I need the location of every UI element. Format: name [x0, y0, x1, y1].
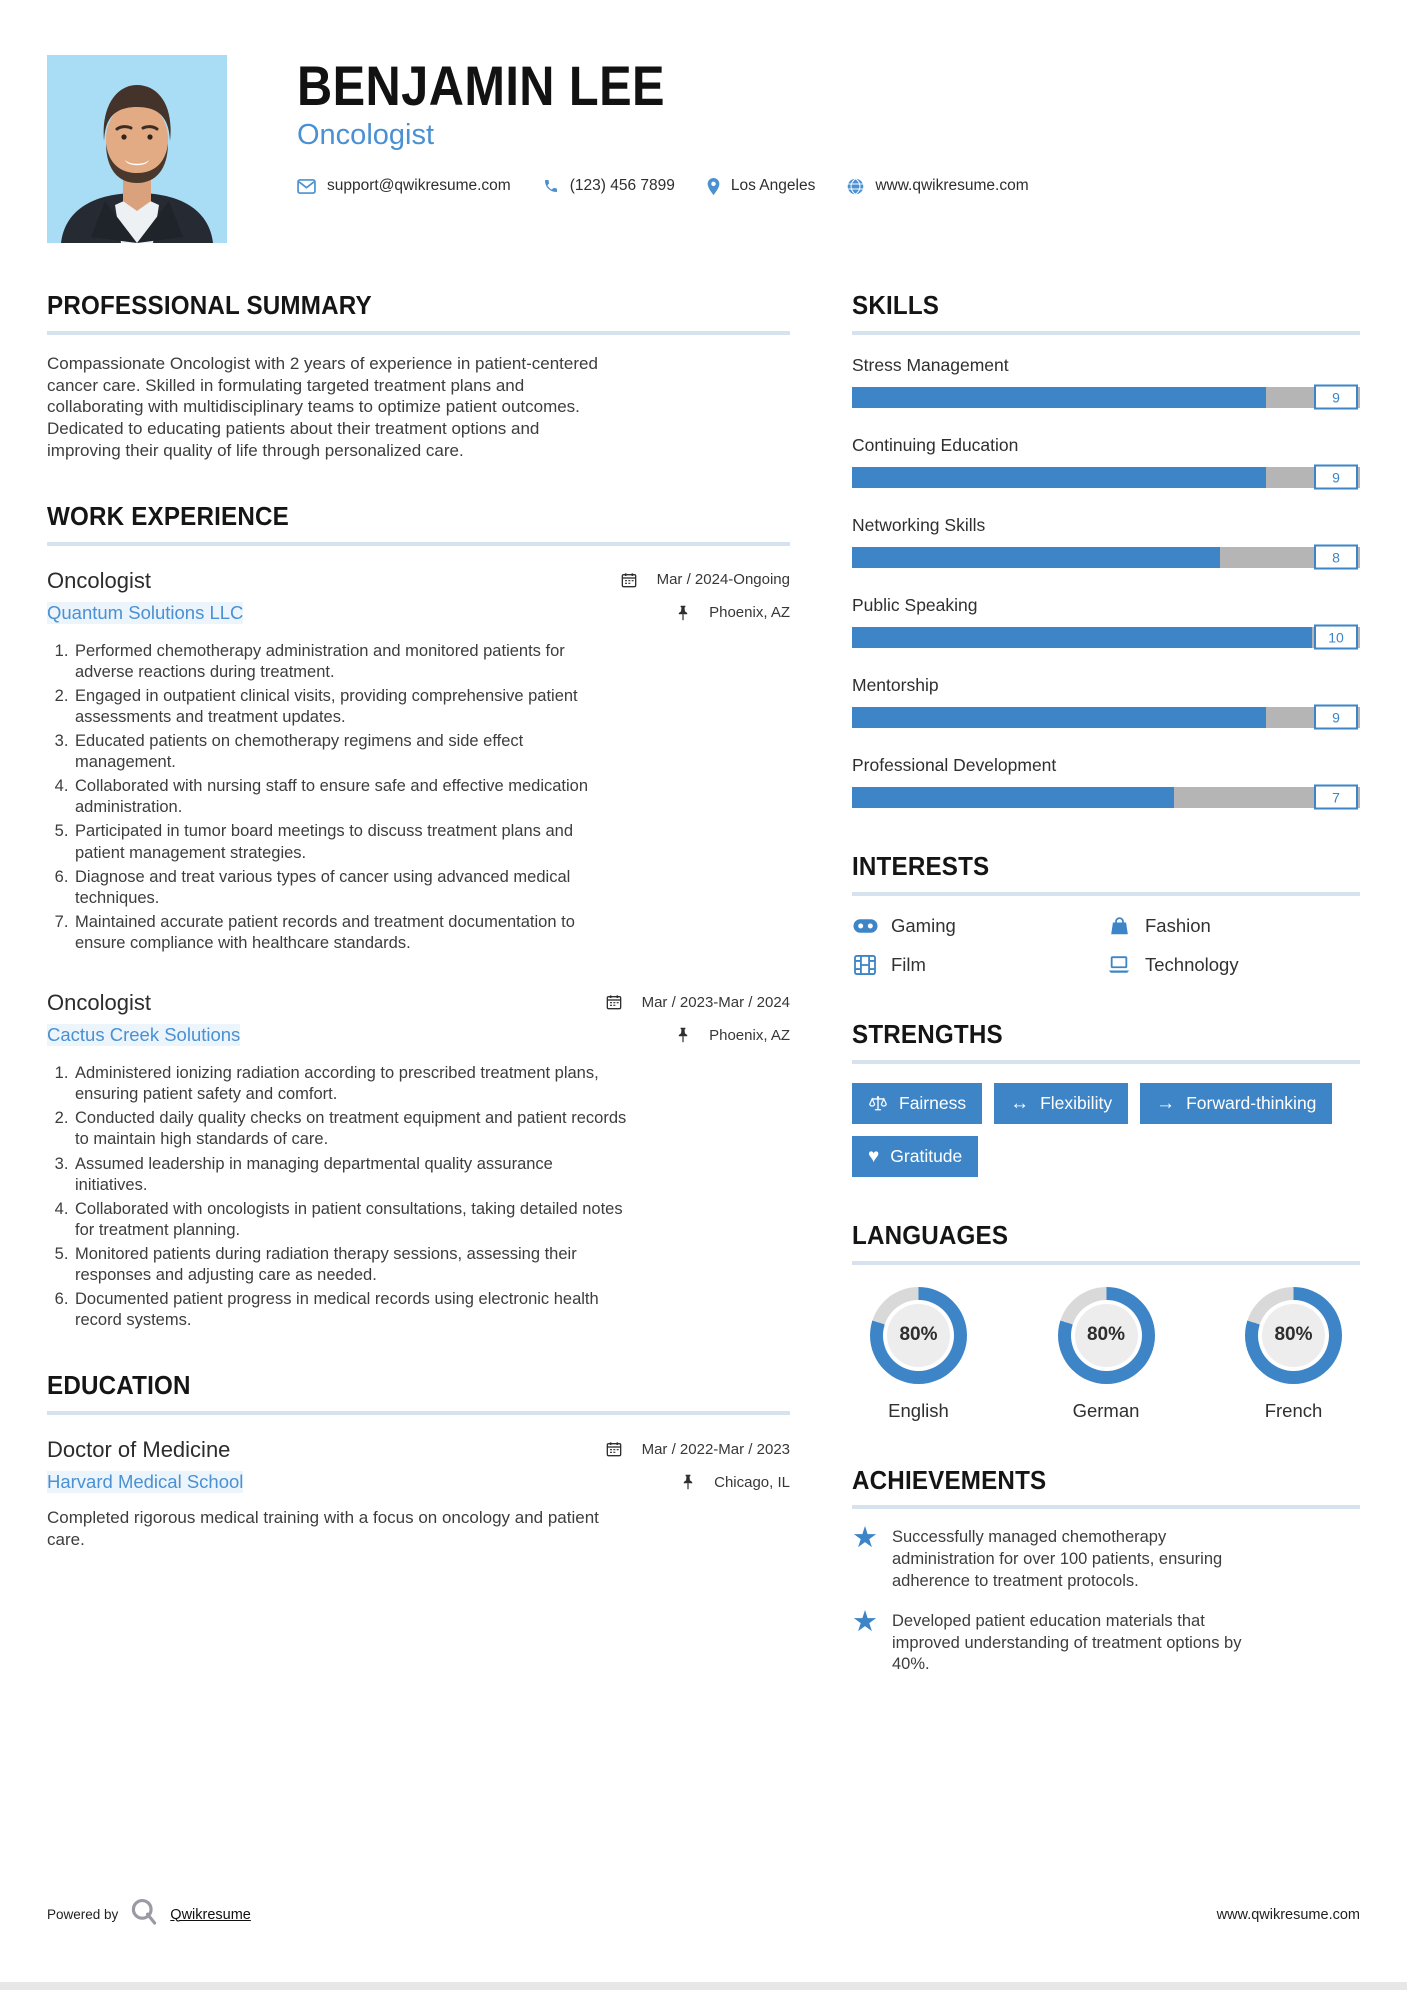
contact-email[interactable]	[297, 177, 511, 195]
portrait-illustration	[47, 55, 227, 243]
bullet-item: 5. Monitored patients during radiation therapy sessions, assessing their responses and adjusting care as needed.	[73, 1244, 627, 1286]
education-location	[682, 1474, 790, 1491]
bullet-item: 2. Conducted daily quality checks on treatment equipment and patient records to maintain high standards of care.	[73, 1108, 627, 1150]
pushpin-icon	[677, 1027, 689, 1043]
job-title: Oncologist	[47, 990, 151, 1016]
candidate-name: BENJAMIN LEE	[297, 54, 665, 117]
page-bottom-edge	[0, 1982, 1407, 1990]
bullet-item: 4. Collaborated with nursing staff to ensure safe and effective medication administration.	[73, 776, 627, 818]
skill-bar-fill	[852, 627, 1312, 648]
section-summary	[47, 291, 790, 462]
job-location-text: Phoenix, AZ	[709, 604, 790, 622]
skill-row	[852, 515, 1360, 568]
section-rule	[852, 1505, 1360, 1509]
language-item	[1058, 1287, 1155, 1422]
skill-bar-fill	[852, 387, 1266, 408]
section-rule	[852, 331, 1360, 335]
section-rule	[852, 1261, 1360, 1265]
job-dates	[606, 994, 790, 1011]
strength-badge	[1140, 1083, 1332, 1124]
language-percent: 80%	[887, 1304, 950, 1367]
skill-bar	[852, 627, 1360, 648]
degree-title: Doctor of Medicine	[47, 1437, 231, 1463]
footer	[47, 1897, 1360, 1932]
skills-list	[852, 355, 1360, 808]
languages-list	[852, 1287, 1360, 1422]
language-donut-chart	[1245, 1287, 1342, 1384]
job-dates-text: Mar / 2024-Ongoing	[656, 571, 790, 589]
star-icon: ★	[852, 1522, 878, 1555]
job-company-link[interactable]: Cactus Creek Solutions	[47, 1024, 241, 1046]
bullet-item: 1. Administered ionizing radiation according to prescribed treatment plans, ensuring patient safety and comfort.	[73, 1063, 627, 1105]
summary-text: Compassionate Oncologist with 2 years of experience in patient-centered cancer care. Skilled in formulating targeted treatment plans and collaborating with multidisciplinary teams to optimize patient outcomes. Dedicated to educating patients about their treatment options and improving their quality of life through personalized care.	[47, 353, 598, 460]
skill-label: Continuing Education	[852, 434, 1019, 455]
website-text: www.qwikresume.com	[875, 177, 1029, 195]
strengths-badges	[852, 1083, 1360, 1177]
header-text	[297, 55, 1029, 243]
strength-badge	[852, 1136, 978, 1177]
skill-row	[852, 435, 1360, 488]
language-item	[870, 1287, 967, 1422]
contact-website[interactable]	[847, 177, 1028, 195]
summary-heading: PROFESSIONAL SUMMARY	[47, 290, 372, 320]
job-bullets	[47, 641, 627, 955]
education-dates-text: Mar / 2022-Mar / 2023	[641, 1440, 790, 1458]
handbag-icon	[1106, 915, 1132, 936]
section-rule	[852, 892, 1360, 896]
location-text: Los Angeles	[730, 177, 816, 195]
language-donut-chart	[1058, 1287, 1155, 1384]
achievement-item	[852, 1605, 1360, 1676]
section-rule	[47, 542, 790, 546]
contact-row	[297, 177, 1029, 195]
map-pin-icon	[707, 178, 720, 195]
education-dates	[606, 1441, 790, 1458]
job-title-row	[47, 990, 790, 1016]
section-rule	[47, 1411, 790, 1415]
scale-icon	[868, 1095, 888, 1112]
achievements-heading: ACHIEVEMENTS	[852, 1464, 1047, 1495]
education-description: Completed rigorous medical training with a focus on oncology and patient care.	[47, 1508, 599, 1550]
skill-row	[852, 595, 1360, 648]
language-percent: 80%	[1262, 1304, 1325, 1367]
skill-bar	[852, 547, 1360, 568]
job-entry	[47, 568, 790, 955]
skill-score: 9	[1314, 465, 1358, 490]
brand-link[interactable]: Qwikresume	[170, 1906, 251, 1923]
skill-score: 7	[1314, 785, 1358, 810]
candidate-job-title: Oncologist	[297, 119, 435, 152]
strength-label: Fairness	[899, 1092, 967, 1113]
strength-label: Forward-thinking	[1186, 1092, 1317, 1113]
forward-arrow-icon: →	[1156, 1092, 1176, 1114]
section-skills	[852, 291, 1360, 808]
donut-hole	[1071, 1300, 1142, 1371]
laptop-icon	[1106, 955, 1132, 974]
section-rule	[852, 1060, 1360, 1064]
contact-phone	[543, 177, 675, 195]
skill-score: 10	[1314, 625, 1358, 650]
education-school-row	[47, 1471, 790, 1493]
job-location-text: Phoenix, AZ	[709, 1026, 790, 1044]
interest-item	[1106, 954, 1360, 976]
skill-row	[852, 755, 1360, 808]
job-title: Oncologist	[47, 567, 151, 593]
bullet-item: 7. Maintained accurate patient records and treatment documentation to ensure compliance with healthcare standards.	[73, 912, 627, 954]
powered-by-label: Powered by	[47, 1907, 119, 1922]
donut-hole	[1258, 1300, 1329, 1371]
languages-heading: LANGUAGES	[852, 1219, 1009, 1250]
achievement-text: Developed patient education materials that improved understanding of treatment options by 40%.	[892, 1611, 1242, 1674]
skill-score: 8	[1314, 545, 1358, 570]
achievements-list	[852, 1522, 1360, 1676]
skill-bar	[852, 467, 1360, 488]
skill-label: Public Speaking	[852, 594, 978, 615]
interest-item	[1106, 915, 1360, 937]
job-bullets	[47, 1063, 627, 1331]
profile-photo	[47, 55, 227, 243]
education-title-row	[47, 1437, 790, 1463]
envelope-icon	[297, 179, 316, 194]
job-company-row	[47, 602, 790, 624]
section-education	[47, 1371, 790, 1551]
interest-item	[852, 915, 1106, 937]
job-list	[47, 568, 790, 1332]
job-dates	[621, 571, 790, 588]
calendar-icon	[606, 994, 622, 1010]
job-location	[677, 604, 790, 621]
skill-bar	[852, 787, 1360, 808]
strength-badge	[994, 1083, 1128, 1124]
globe-icon	[847, 178, 864, 195]
section-languages	[852, 1221, 1360, 1422]
bullet-item: 6. Documented patient progress in medical records using electronic health record systems.	[73, 1289, 627, 1331]
gamepad-icon	[852, 918, 878, 934]
interest-label: Film	[891, 953, 926, 975]
calendar-icon	[606, 1441, 622, 1457]
phone-text: (123) 456 7899	[569, 177, 675, 195]
job-dates-text: Mar / 2023-Mar / 2024	[641, 993, 790, 1011]
language-donut-chart	[870, 1287, 967, 1384]
bullet-item: 6. Diagnose and treat various types of cancer using advanced medical techniques.	[73, 867, 627, 909]
pushpin-icon	[682, 1474, 694, 1490]
pushpin-icon	[677, 605, 689, 621]
header	[47, 55, 1360, 243]
interest-item	[852, 954, 1106, 976]
job-company-link[interactable]: Quantum Solutions LLC	[47, 601, 244, 623]
language-label: English	[888, 1399, 949, 1421]
skill-row	[852, 355, 1360, 408]
skill-bar-fill	[852, 467, 1266, 488]
skill-bar-fill	[852, 787, 1174, 808]
film-icon	[852, 955, 878, 975]
job-company-row	[47, 1024, 790, 1046]
skill-label: Mentorship	[852, 674, 939, 695]
skill-label: Professional Development	[852, 754, 1057, 775]
skill-row	[852, 675, 1360, 728]
skill-score: 9	[1314, 385, 1358, 410]
job-title-row	[47, 568, 790, 594]
bullet-item: 3. Assumed leadership in managing departmental quality assurance initiatives.	[73, 1154, 627, 1196]
donut-hole	[883, 1300, 954, 1371]
section-rule	[47, 331, 790, 335]
achievement-item	[852, 1522, 1360, 1592]
strength-label: Flexibility	[1040, 1092, 1113, 1113]
bullet-item: 5. Participated in tumor board meetings to discuss treatment plans and patient management strategies.	[73, 821, 627, 863]
interests-grid	[852, 915, 1360, 976]
strengths-heading: STRENGTHS	[852, 1018, 1003, 1049]
language-label: French	[1264, 1399, 1323, 1421]
bullet-item: 4. Collaborated with oncologists in patient consultations, taking detailed notes for treatment planning.	[73, 1199, 627, 1241]
skill-label: Stress Management	[852, 354, 1009, 375]
interest-label: Fashion	[1145, 914, 1211, 936]
star-icon: ★	[852, 1605, 878, 1638]
education-location-text: Chicago, IL	[714, 1473, 790, 1491]
bullet-item: 2. Engaged in outpatient clinical visits, providing comprehensive patient assessments and treatment updates.	[73, 686, 627, 728]
interests-heading: INTERESTS	[852, 850, 990, 881]
skill-bar-fill	[852, 707, 1266, 728]
arrows-icon: ↔	[1010, 1092, 1030, 1114]
section-interests	[852, 852, 1360, 976]
language-label: German	[1072, 1399, 1140, 1421]
education-heading: EDUCATION	[47, 1370, 191, 1401]
job-location	[677, 1027, 790, 1044]
skill-score: 9	[1314, 705, 1358, 730]
achievement-text: Successfully managed chemotherapy administration for over 100 patients, ensuring adherence to treatment protocols.	[892, 1528, 1223, 1590]
right-column	[852, 291, 1360, 1676]
footer-website-link[interactable]: www.qwikresume.com	[1216, 1906, 1360, 1923]
strength-label: Gratitude	[890, 1145, 963, 1166]
phone-icon	[543, 178, 559, 194]
email-text: support@qwikresume.com	[327, 177, 511, 195]
skill-label: Networking Skills	[852, 514, 986, 535]
school-link[interactable]: Harvard Medical School	[47, 1471, 244, 1493]
contact-location	[707, 177, 815, 195]
interest-label: Gaming	[891, 914, 956, 936]
bullet-item: 3. Educated patients on chemotherapy regimens and side effect management.	[73, 731, 627, 773]
education-entry	[47, 1437, 790, 1551]
section-work-experience	[47, 502, 790, 1332]
strength-badge	[852, 1083, 982, 1124]
skills-heading: SKILLS	[852, 290, 940, 320]
job-entry	[47, 990, 790, 1331]
left-column	[47, 291, 790, 1676]
language-percent: 80%	[1075, 1304, 1138, 1367]
skill-bar-fill	[852, 547, 1220, 568]
section-strengths	[852, 1020, 1360, 1177]
main-columns	[47, 291, 1360, 1676]
qwikresume-logo	[129, 1897, 159, 1932]
skill-bar	[852, 387, 1360, 408]
calendar-icon	[621, 572, 637, 588]
section-achievements	[852, 1466, 1360, 1676]
work-heading: WORK EXPERIENCE	[47, 500, 289, 531]
footer-brand-group	[47, 1897, 251, 1932]
language-item	[1245, 1287, 1342, 1422]
heart-icon: ♥	[868, 1145, 880, 1167]
skill-bar	[852, 707, 1360, 728]
interest-label: Technology	[1145, 953, 1239, 975]
bullet-item: 1. Performed chemotherapy administration and monitored patients for adverse reactions during treatment.	[73, 641, 627, 683]
